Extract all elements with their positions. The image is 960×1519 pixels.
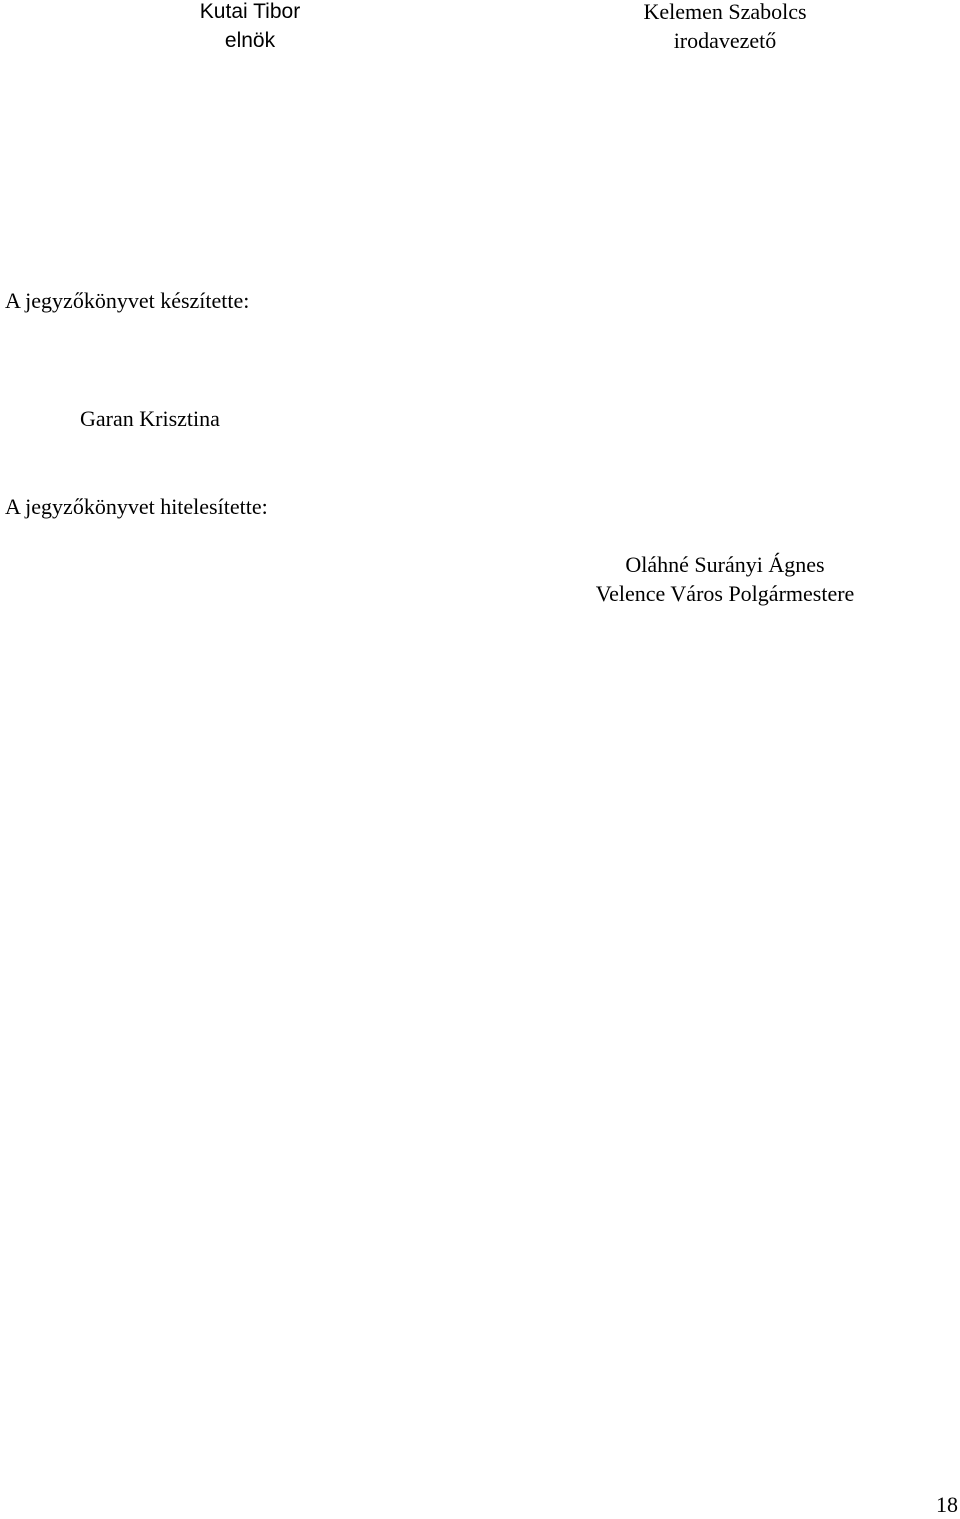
prepared-by-name: Garan Krisztina bbox=[80, 406, 220, 431]
prepared-by-label: A jegyzőkönyvet készítette: bbox=[5, 288, 250, 313]
signature-block-office-head bbox=[600, 0, 850, 55]
chair-name: Kutai Tibor bbox=[199, 0, 301, 23]
signature-block-chair bbox=[160, 0, 340, 55]
page-number: 18 bbox=[936, 1492, 958, 1517]
chair-title: elnök bbox=[224, 29, 276, 52]
mayor-title: Velence Város Polgármestere bbox=[595, 581, 855, 606]
mayor-name: Oláhné Surányi Ágnes bbox=[625, 552, 825, 577]
office-head-title: irodavezető bbox=[673, 28, 777, 53]
certified-by-label: A jegyzőkönyvet hitelesítette: bbox=[5, 494, 268, 519]
signature-block-mayor bbox=[560, 550, 890, 608]
office-head-name: Kelemen Szabolcs bbox=[643, 0, 807, 24]
